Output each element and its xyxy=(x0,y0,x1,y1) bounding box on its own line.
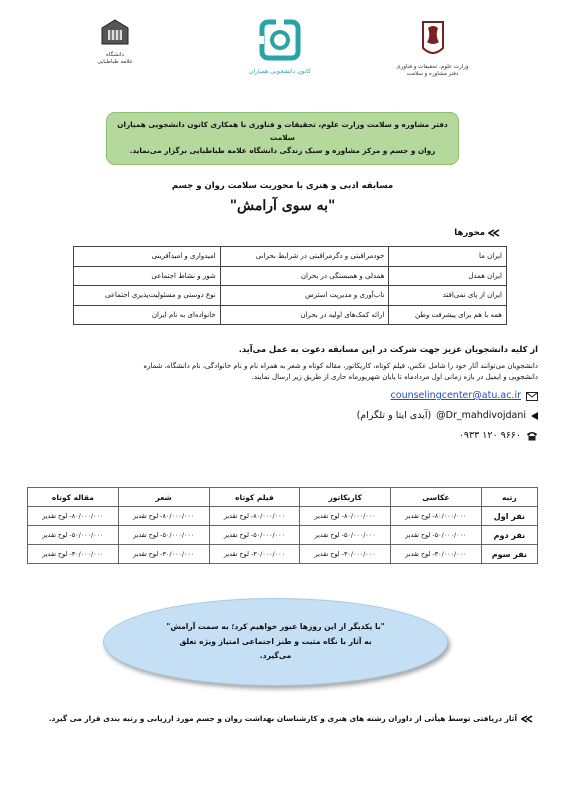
topic-cell: خودمراقبتی و دگرمراقبتی در شرایط بحرانی xyxy=(220,247,389,267)
ministry-emblem-icon xyxy=(413,18,453,60)
slogan-line-1: "با یکدیگر از این روزها عبور خواهیم کرد؛ به سمت آرامش" xyxy=(166,622,385,632)
submission-description xyxy=(23,361,538,383)
prize-cell: ۵۰/۰۰۰/۰۰۰- لوح تقدیر xyxy=(391,526,482,545)
email-contact xyxy=(391,390,538,401)
table-row xyxy=(28,545,538,564)
invitation-text: از کلیه دانشجویان عزیز جهت شرکت در این مسابقه دعوت به عمل می‌آید. xyxy=(238,344,538,354)
prize-cell: ۵۰/۰۰۰/۰۰۰- لوح تقدیر xyxy=(28,526,119,545)
email-link[interactable]: counselingcenter@atu.ac.ir xyxy=(390,390,521,401)
rank-cell: نفر دوم xyxy=(481,526,537,545)
university-logo-line2: علامه طباطبایی xyxy=(97,59,133,66)
phone-number: ۰۹۳۳ ۱۲۰ ۹۶۶۰ xyxy=(458,430,521,441)
slogan-line-2: به آثار با نگاه مثبت و طنز اجتماعی امتیاز ویژه تعلق xyxy=(179,636,372,646)
topics-heading xyxy=(454,228,500,238)
table-row xyxy=(74,266,507,286)
footer-note xyxy=(23,714,533,723)
prizes-header: عکاسی xyxy=(391,488,482,507)
intro-line-2: روان و جسم و مرکز مشاوره و سبک زندگی دانشگاه علامه طباطبایی برگزار می‌نماید. xyxy=(129,145,436,155)
topic-cell: نوع دوستی و مسئولیت‌پذیری اجتماعی xyxy=(74,286,221,306)
topics-table xyxy=(73,246,507,325)
university-logo-line1: دانشگاه xyxy=(105,52,124,58)
hamyaran-logo xyxy=(235,18,325,88)
footer-text: آثار دریافتی توسط هیأتی از داوران رشته های هنری و کارشناسان بهداشت روان و جسم مورد ارزیابی و رتبه بندی قرار می گیرد. xyxy=(48,714,517,723)
topic-cell: ایران ما xyxy=(389,247,507,267)
prize-cell: ۵۰/۰۰۰/۰۰۰- لوح تقدیر xyxy=(300,526,391,545)
table-header-row xyxy=(28,488,538,507)
prizes-header: کاریکاتور xyxy=(300,488,391,507)
hamyaran-logo-caption: کانون دانشجویی همیاران xyxy=(249,68,311,75)
intro-line-1: دفتر مشاوره و سلامت وزارت علوم، تحقیقات و فناوری با همکاری کانون دانشجویی همیاران سلامت xyxy=(117,120,448,143)
double-arrow-icon xyxy=(521,715,533,723)
prizes-header: مقاله کوتاه xyxy=(28,488,119,507)
description-line-1: دانشجویان می‌توانند آثار خود را شامل عکس، فیلم کوتاه، کاریکاتور، مقاله کوتاه و شعر به همراه نام و نام خانوادگی، نام دانشگاه، شماره xyxy=(143,362,538,370)
table-row xyxy=(74,247,507,267)
table-row xyxy=(28,507,538,526)
topics-heading-label: محورها xyxy=(454,228,485,238)
email-icon xyxy=(526,391,538,401)
messenger-handle[interactable]: @Dr_mahdivojdani xyxy=(436,410,526,421)
prize-cell: ۳۰/۰۰۰/۰۰۰- لوح تقدیر xyxy=(28,545,119,564)
prize-cell: ۸۰/۰۰۰/۰۰۰- لوح تقدیر xyxy=(391,507,482,526)
prize-cell: ۳۰/۰۰۰/۰۰۰- لوح تقدیر xyxy=(209,545,300,564)
ministry-logo-line2: دفتر مشاوره و سلامت xyxy=(406,71,459,78)
prize-cell: ۸۰/۰۰۰/۰۰۰- لوح تقدیر xyxy=(300,507,391,526)
topic-cell: خانواده‌ای به نام ایران xyxy=(74,305,221,325)
prize-cell: ۸۰/۰۰۰/۰۰۰- لوح تقدیر xyxy=(209,507,300,526)
topic-cell: همه با هم برای پیشرفت وطن xyxy=(389,305,507,325)
messenger-contact xyxy=(357,410,538,421)
university-logo xyxy=(80,18,150,88)
university-emblem-icon xyxy=(100,18,130,48)
intro-box xyxy=(106,112,459,165)
prize-cell: ۳۰/۰۰۰/۰۰۰- لوح تقدیر xyxy=(391,545,482,564)
table-row xyxy=(74,305,507,325)
prize-cell: ۸۰/۰۰۰/۰۰۰- لوح تقدیر xyxy=(118,507,209,526)
phone-icon xyxy=(526,431,538,441)
ministry-logo-line1: وزارت علوم، تحقیقات و فناوری xyxy=(396,64,469,70)
competition-title: "به سوی آرامش" xyxy=(229,198,336,214)
topic-cell: ایران از پای نمی‌افتد xyxy=(389,286,507,306)
prizes-table xyxy=(27,487,538,564)
slogan-line-3: می‌گیرد. xyxy=(259,651,292,661)
rank-cell: نفر اول xyxy=(481,507,537,526)
table-row xyxy=(74,286,507,306)
prizes-header: رتبه xyxy=(481,488,537,507)
ministry-logo xyxy=(395,18,470,88)
rank-cell: نفر سوم xyxy=(481,545,537,564)
slogan-ellipse xyxy=(103,598,448,686)
double-arrow-icon xyxy=(488,229,500,237)
topic-cell: امیدواری و امیدآفرینی xyxy=(74,247,221,267)
topic-cell: شور و نشاط اجتماعی xyxy=(74,266,221,286)
prize-cell: ۵۰/۰۰۰/۰۰۰- لوح تقدیر xyxy=(118,526,209,545)
messenger-handle-note: (آیدی ایتا و تلگرام) xyxy=(356,410,432,421)
topic-cell: ارائه کمک‌های اولیه در بحران xyxy=(220,305,389,325)
hamyaran-emblem-icon xyxy=(256,18,304,64)
prize-cell: ۳۰/۰۰۰/۰۰۰- لوح تقدیر xyxy=(300,545,391,564)
topic-cell: تاب‌آوری و مدیریت استرس xyxy=(220,286,389,306)
arrow-bullet-icon xyxy=(531,412,538,420)
description-line-2: دانشجویی و ایمیل در بازه زمانی اول مردادماه تا پایان شهریورماه جاری از طریق زیر ارسال نمایند. xyxy=(251,373,538,382)
topic-cell: ایران همدل xyxy=(389,266,507,286)
table-row xyxy=(28,526,538,545)
prize-cell: ۵۰/۰۰۰/۰۰۰- لوح تقدیر xyxy=(209,526,300,545)
prizes-header: شعر xyxy=(118,488,209,507)
prize-cell: ۳۰/۰۰۰/۰۰۰- لوح تقدیر xyxy=(118,545,209,564)
topic-cell: همدلی و همبستگی در بحران xyxy=(220,266,389,286)
prize-cell: ۸۰/۰۰۰/۰۰۰- لوح تقدیر xyxy=(28,507,119,526)
phone-contact xyxy=(459,430,538,441)
competition-subtitle: مسابقه ادبی و هنری با محوریت سلامت روان و جسم xyxy=(171,181,394,191)
prizes-header: فیلم کوتاه xyxy=(209,488,300,507)
